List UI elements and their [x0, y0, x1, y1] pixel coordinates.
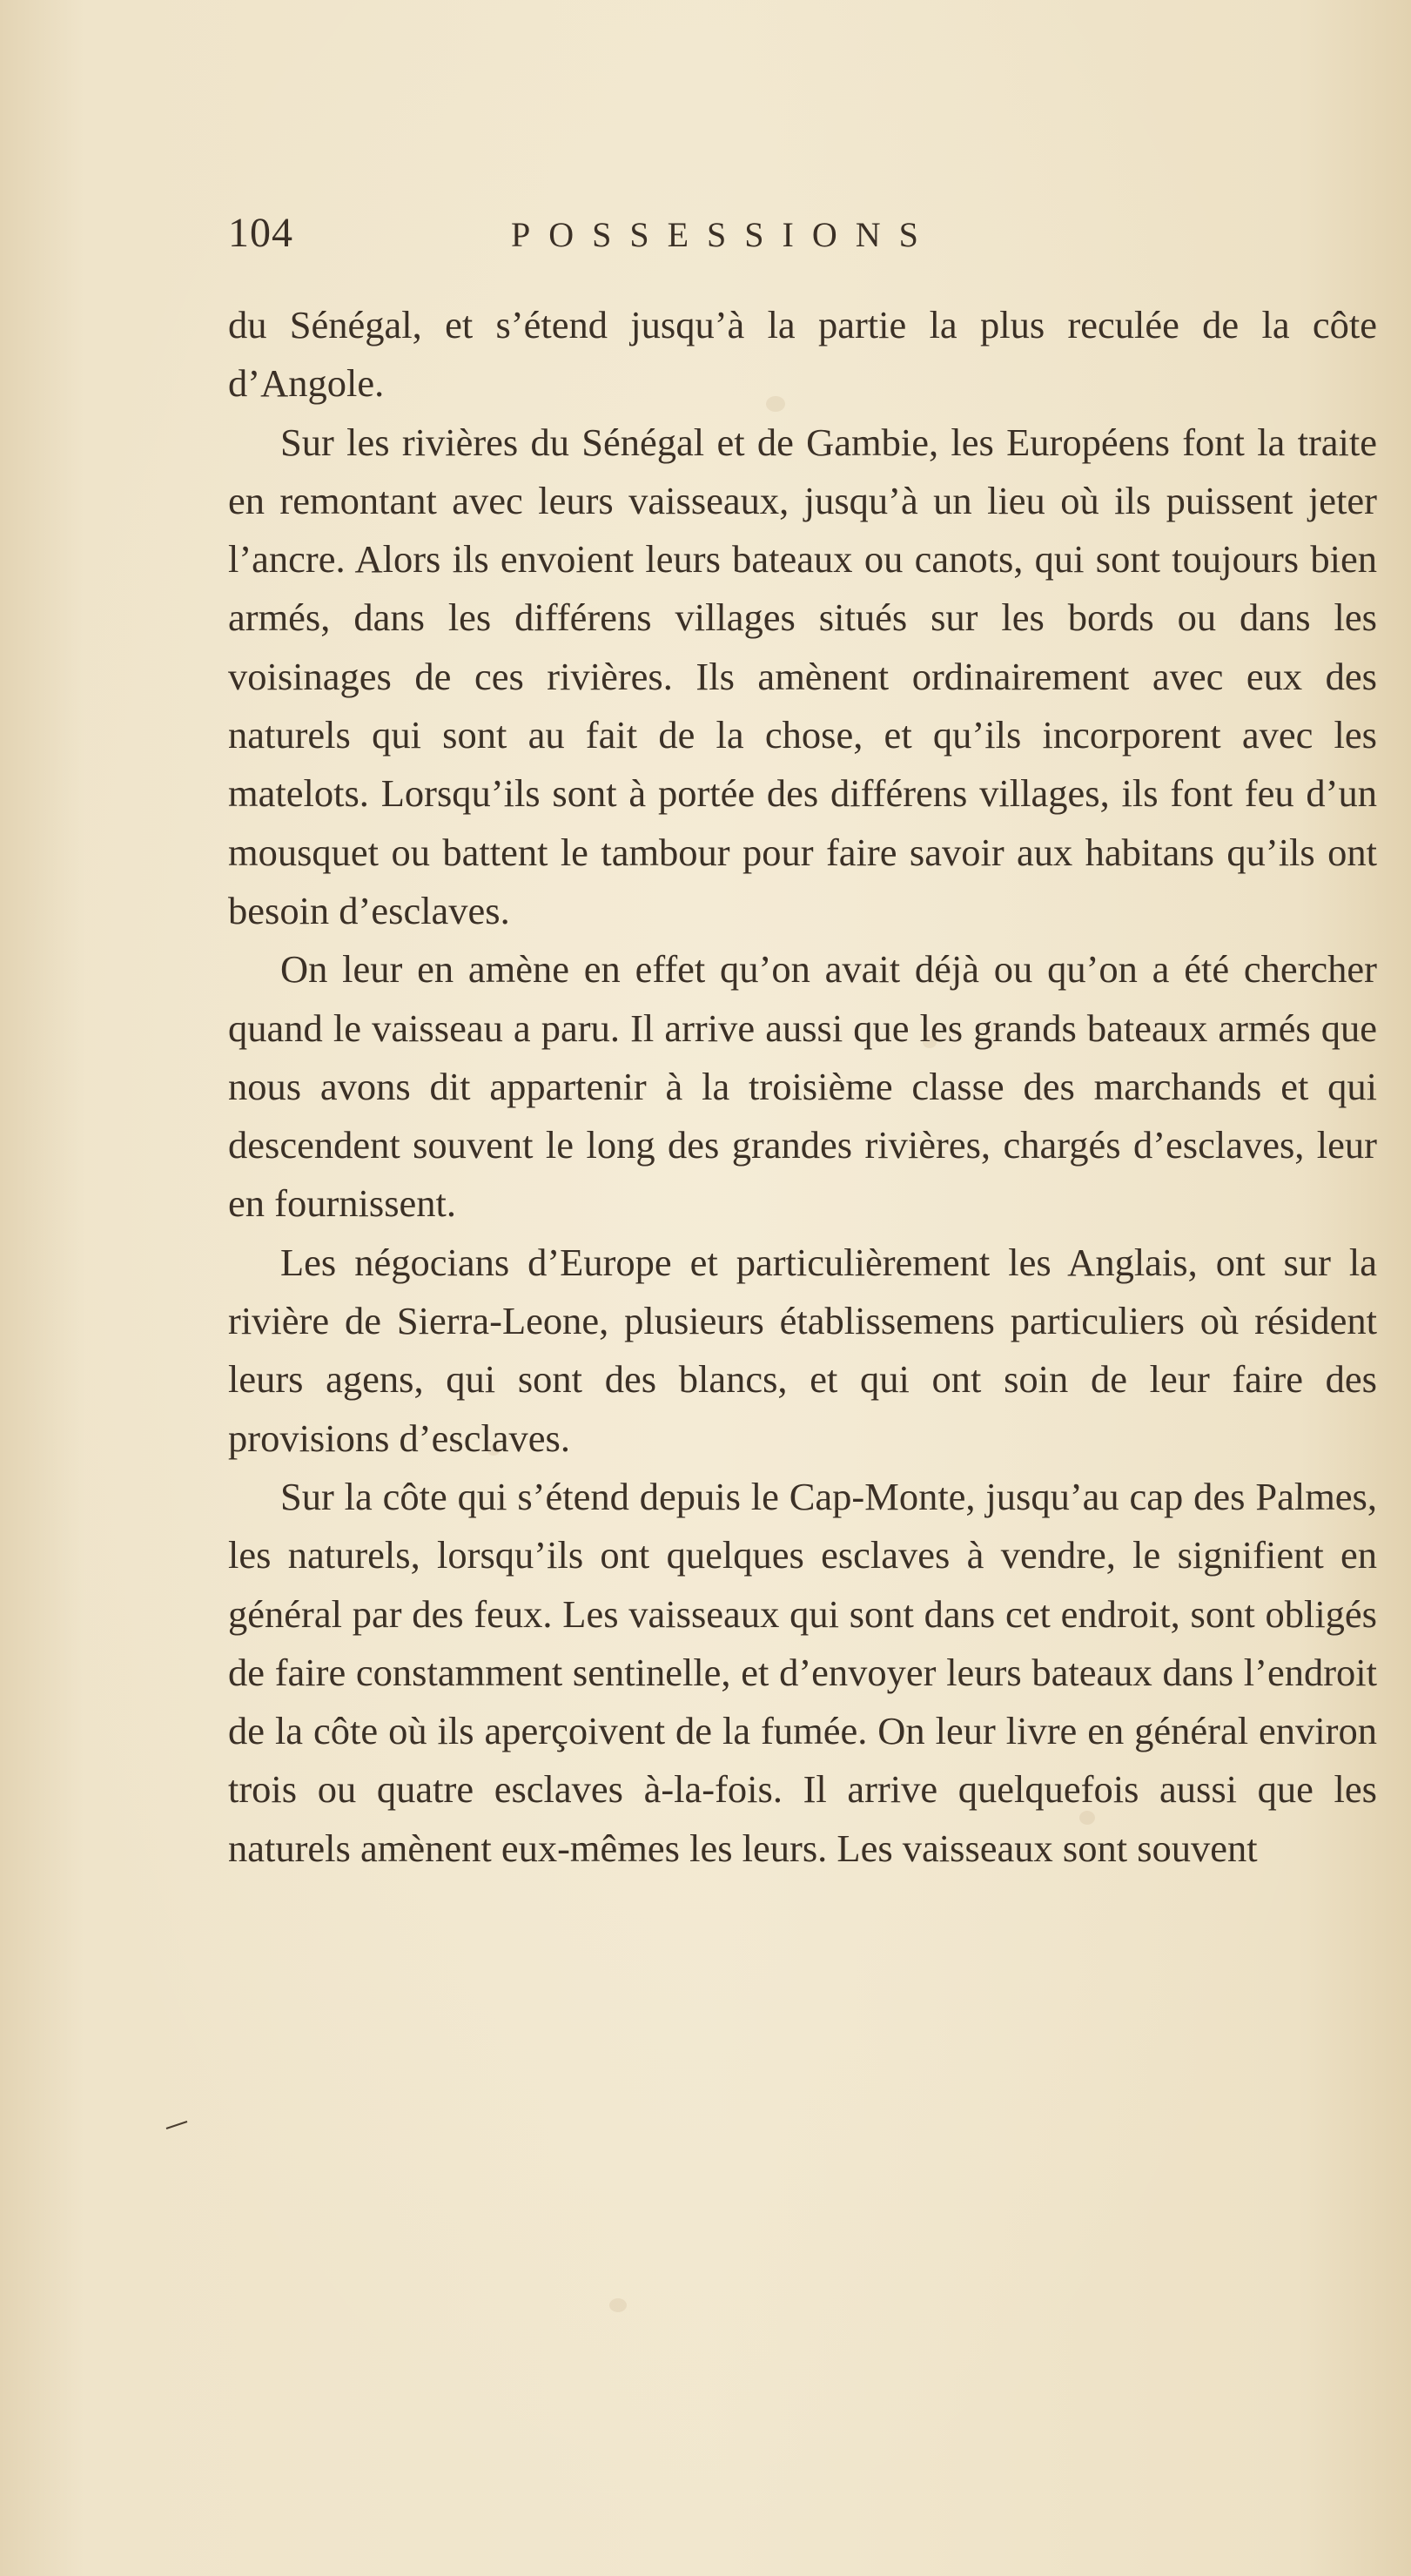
paragraph: Sur la côte qui s’étend depuis le Cap-Monte, jusqu’au cap des Palmes, les naturels, lorsqu’ils ont quelques esclaves à vendre, le signifient en général par des feux. Les vaisseaux qui sont dans cet endroit, sont obligés de faire constamment sentinelle, et d’envoyer leurs bateaux dans l’endroit de la côte où ils aperçoivent de la fumée. On leur livre en général environ trois ou quatre esclaves à-la-fois. Il arrive quelquefois aussi que les naturels amènent eux-mêmes les leurs. Les vaisseaux sont souvent [228, 1474, 1377, 1870]
page-header [228, 209, 1142, 270]
page-number: 104 [228, 210, 293, 256]
paragraph: Les négocians d’Europe et particulièrement les Anglais, ont sur la rivière de Sierra-Leone, plusieurs établissemens particuliers où résident leurs agens, qui sont des blancs, et qui ont soin de leur faire des provisions d’esclaves. [228, 1240, 1377, 1460]
margin-mark [165, 2107, 188, 2115]
running-title: POSSESSIONS [511, 215, 937, 254]
paragraph: Sur les rivières du Sénégal et de Gambie, les Européens font la traite en remontant avec leurs vaisseaux, jusqu’à un lieu où ils puissent jeter l’ancre. Alors ils envoient leurs bateaux ou canots, qui sont toujours bien armés, dans les différens villages situés sur les bords ou dans les voisinages de ces rivières. Ils amènent ordinairement avec eux des naturels qui sont au fait de la chose, et qu’ils incorporent avec les matelots. Lorsqu’ils sont à portée des différens villages, ils font feu d’un mousquet ou battent le tambour pour faire savoir aux habitans qu’ils ont besoin d’esclaves. [228, 420, 1377, 932]
paragraph: On leur en amène en effet qu’on avait déjà ou qu’on a été chercher quand le vaisseau a paru. Il arrive aussi que les grands bateaux armés que nous avons dit appartenir à la troisième classe des marchands et qui descendent souvent le long des grandes rivières, chargés d’esclaves, leur en fournissent. [228, 947, 1377, 1226]
body-text [228, 296, 1377, 1878]
foxing-spot [609, 2298, 627, 2312]
paragraph-continuation: du Sénégal, et s’étend jusqu’à la partie la plus reculée de la côte d’Angole. [228, 303, 1377, 406]
